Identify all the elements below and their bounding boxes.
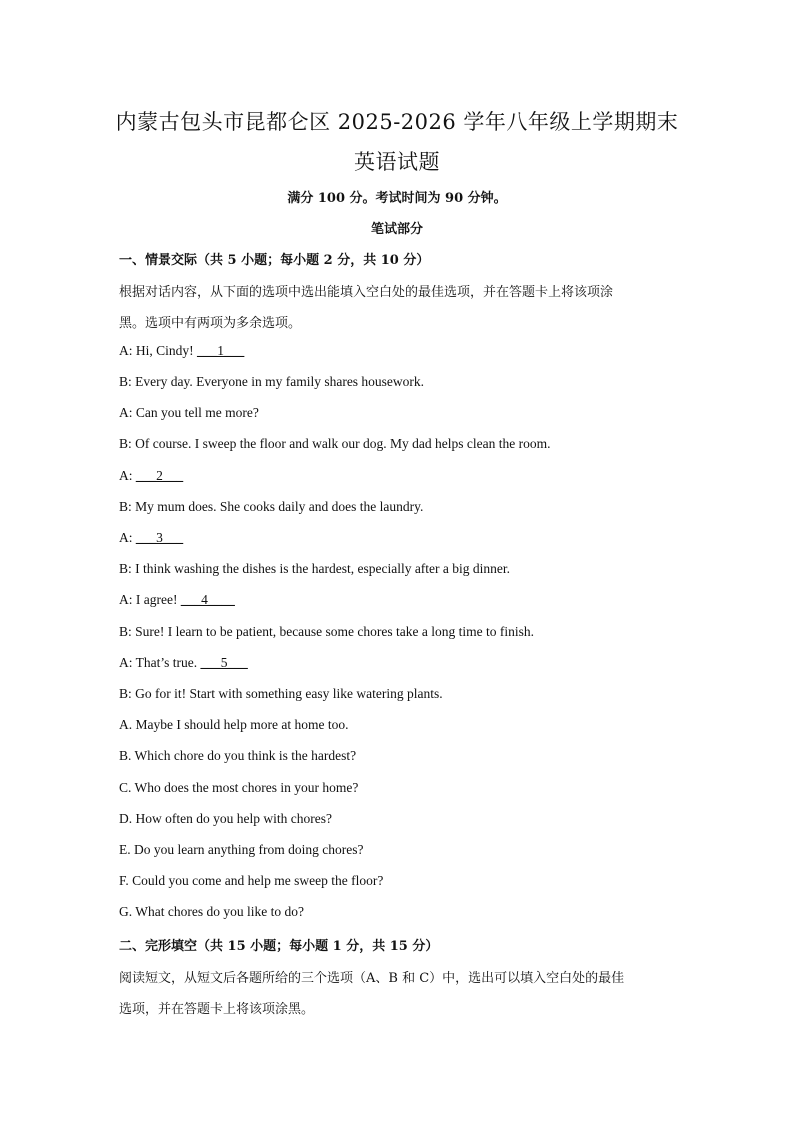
exam-title-line2: 英语试题 [354, 150, 440, 174]
dialogue-line-6 [119, 499, 679, 515]
part-label: 笔试部分 [370, 222, 423, 237]
section2-heading: 二、完形填空（共 15 小题；每小题 1 分，共 15 分） [119, 939, 439, 954]
dialogue-text: A: [119, 530, 136, 545]
dialogue-line-7 [119, 530, 679, 546]
dialogue-text: A: That’s true. [119, 655, 201, 670]
exam-title-line1: 内蒙古包头市昆都仑区 2025-2026 学年八年级上学期期末 [115, 110, 679, 134]
answer-blank-2: ___2___ [135, 468, 184, 483]
section2-instruction-line2: 选项，并在答题卡上将该项涂黑。 [119, 1002, 315, 1017]
dialogue-line-11 [119, 655, 679, 671]
answer-blank-5: ___5___ [200, 655, 248, 670]
option-a: A. Maybe I should help more at home too. [119, 717, 349, 732]
dialogue-text: B: Every day. Everyone in my family shares housework. [119, 374, 425, 389]
option-d: D. How often do you help with chores? [119, 811, 332, 826]
dialogue-line-5 [119, 468, 679, 484]
dialogue-line-9 [119, 592, 679, 608]
dialogue-line-1 [119, 343, 679, 359]
dialogue-text: A: Can you tell me more? [119, 405, 259, 420]
dialogue-text: B: Go for it! Start with something easy like watering plants. [119, 686, 443, 701]
option-f: F. Could you come and help me sweep the floor? [119, 873, 384, 888]
dialogue-text: A: I agree! [119, 592, 181, 607]
dialogue-line-12 [119, 686, 679, 702]
dialogue-line-2 [119, 374, 679, 390]
section1-instruction-line1: 根据对话内容，从下面的选项中选出能填入空白处的最佳选项，并在答题卡上将该项涂 [119, 285, 614, 300]
option-c: C. Who does the most chores in your home? [119, 780, 359, 795]
option-g: G. What chores do you like to do? [119, 904, 304, 919]
dialogue-line-3 [119, 405, 679, 421]
answer-blank-4: ___4____ [180, 592, 235, 607]
section1-instruction-line2: 黑。选项中有两项为多余选项。 [119, 316, 302, 331]
dialogue-text: B: I think washing the dishes is the hardest, especially after a big dinner. [119, 561, 511, 576]
dialogue-line-4 [119, 436, 679, 452]
answer-blank-1: ___1___ [197, 343, 245, 358]
section1-heading: 一、情景交际（共 5 小题；每小题 2 分，共 10 分） [119, 253, 430, 268]
dialogue-line-8 [119, 561, 679, 577]
option-e: E. Do you learn anything from doing chores? [119, 842, 364, 857]
dialogue-text: B: Sure! I learn to be patient, because some chores take a long time to finish. [119, 624, 534, 639]
dialogue-text: A: [119, 468, 136, 483]
option-b: B. Which chore do you think is the hardest? [119, 748, 357, 763]
answer-blank-3: ___3___ [135, 530, 184, 545]
score-info: 满分 100 分。考试时间为 90 分钟。 [287, 191, 507, 206]
section2-instruction-line1: 阅读短文，从短文后各题所给的三个选项（A、B 和 C）中，选出可以填入空白处的最佳 [119, 971, 625, 986]
dialogue-line-10 [119, 624, 679, 640]
dialogue-text: B: My mum does. She cooks daily and does the laundry. [119, 499, 424, 514]
dialogue-text: B: Of course. I sweep the floor and walk our dog. My dad helps clean the room. [119, 436, 551, 451]
dialogue-text: A: Hi, Cindy! [119, 343, 198, 358]
